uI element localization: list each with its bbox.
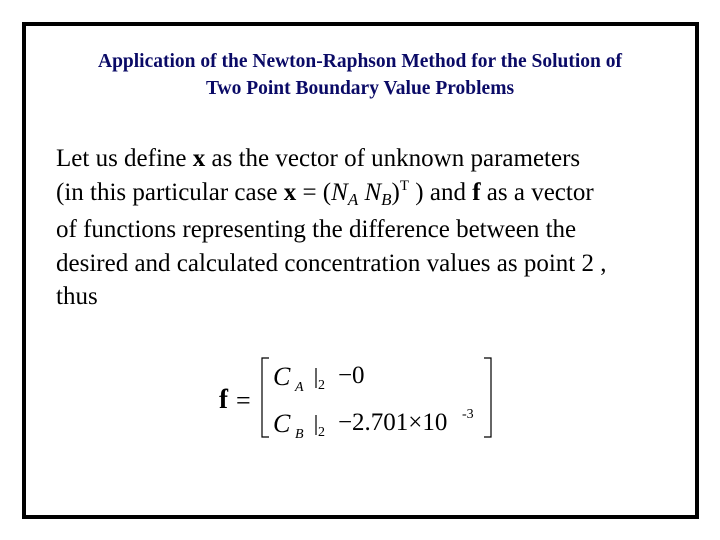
var-n: N [364, 178, 382, 206]
superscript-t: T [399, 177, 410, 194]
row1-point: 2 [318, 378, 325, 393]
row2-minus: − [338, 409, 353, 436]
body-line-4: desired and calculated concentration values as point 2 , [56, 249, 607, 277]
body-line-3: of functions representing the difference between the [56, 216, 577, 243]
body-line-5: thus [56, 283, 98, 310]
title-line-1: Application of the Newton-Raphson Method for the Solution of [97, 51, 622, 72]
text-run: Let us define [56, 145, 193, 172]
var-n: N [331, 178, 348, 206]
bold-x: x [283, 178, 297, 206]
row2-point: 2 [318, 425, 325, 440]
left-bracket [262, 358, 269, 437]
bold-f: f [472, 178, 481, 206]
lhs-f: f [219, 384, 228, 414]
bold-x: x [192, 145, 206, 172]
right-bracket [484, 358, 491, 437]
row1-sub: A [295, 380, 304, 395]
text-run: ) and [409, 178, 473, 206]
text-run: (in this particular case [56, 178, 284, 206]
row2-value: 2.701×10 [352, 409, 448, 436]
title-line-2: Two Point Boundary Value Problems [205, 78, 515, 99]
text-run: ) [391, 178, 400, 206]
row1-minus: − [338, 362, 353, 389]
row2-var: C [273, 409, 291, 438]
text-run: = ( [296, 178, 332, 206]
subscript-a: A [347, 189, 359, 209]
row1-value: 0 [352, 362, 365, 389]
subscript-b: B [381, 189, 392, 209]
row1-var: C [273, 362, 291, 391]
text-run: as a vector [480, 178, 594, 206]
text-run: as the vector of unknown parameters [205, 145, 581, 172]
row2-exponent: -3 [462, 407, 474, 422]
row2-sub: B [295, 427, 304, 442]
equals-sign: = [236, 386, 251, 415]
